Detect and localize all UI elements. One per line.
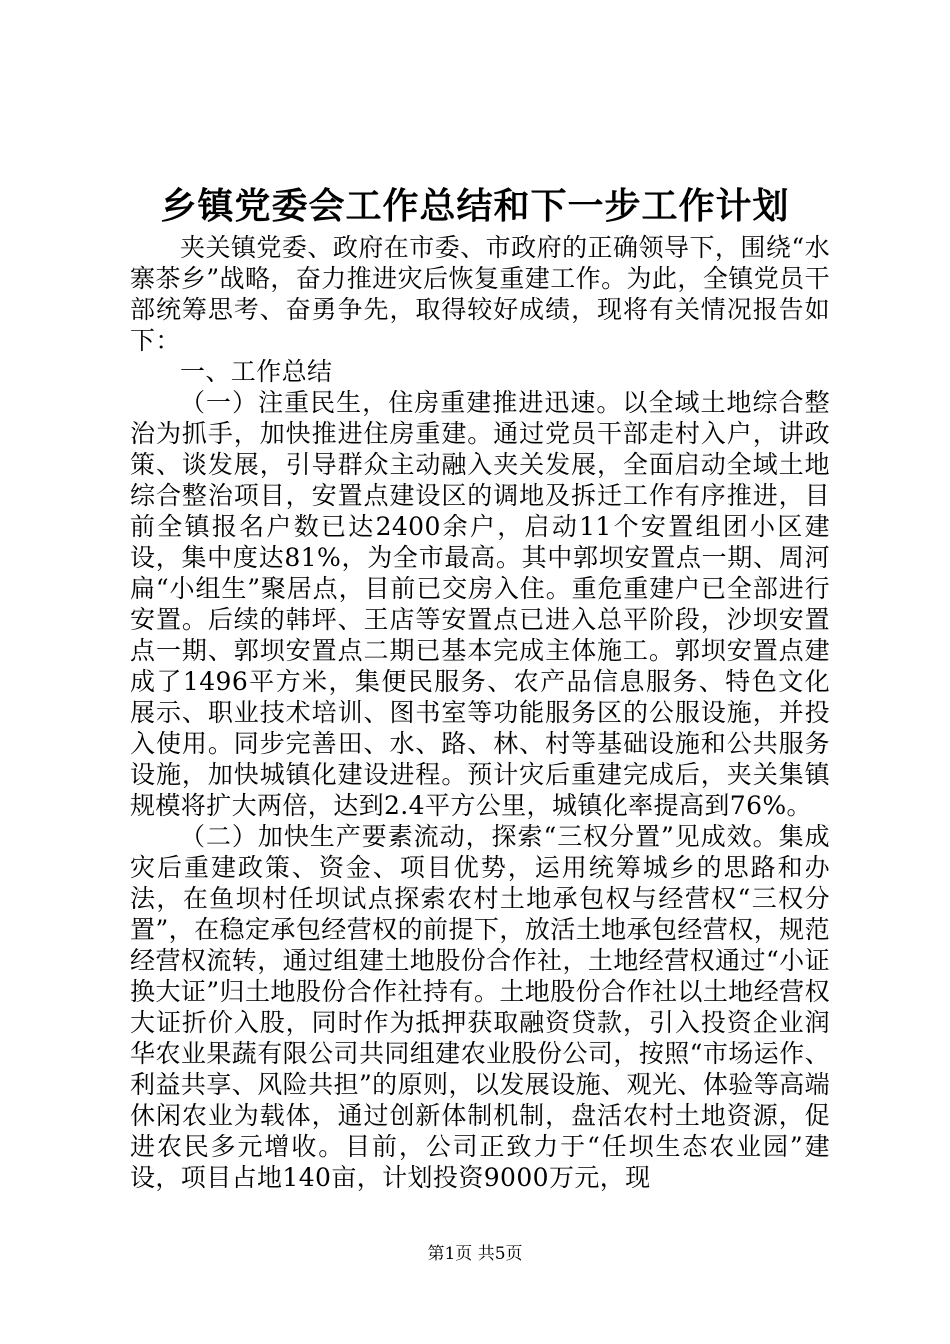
section-heading: 一、工作总结 [180,357,333,386]
document-title: 乡镇党委会工作总结和下一步工作计划 [160,185,790,227]
body-paragraph: （一）注重民生，住房重建推进迅速。以全域土地综合整治为抓手，加快推进住房重建。通过党员干部走村入户，讲政策、谈发展，引导群众主动融入夹关发展，全面启动全域土地综合整治项目，安置点建设区的调地及拆迁工作有序推进，目前全镇报名户数已达2400余户，启动11个安置组团小区建设，集中度达81%，为全市最高。其中郭坝安置点一期、周河扁“小组生”聚居点，目前已交房入住。重危重建户已全部进行安置。后续的韩坪、王店等安置点已进入总平阶段，沙坝安置点一期、郭坝安置点二期已基本完成主体施工。郭坝安置点建成了1496平方米，集便民服务、农产品信息服务、特色文化展示、职业技术培训、图书室等功能服务区的公服设施，并投入使用。同步完善田、水、路、林、村等基础设施和公共服务设施，加快城镇化建设进程。预计灾后重建完成后，夹关集镇规模将扩大两倍，达到2.4平方公里，城镇化率提高到76%。 [130,388,830,820]
page-number-footer: 第1页 共5页 [427,1244,523,1264]
document-body [130,232,830,1193]
intro-paragraph: 夹关镇党委、政府在市委、市政府的正确领导下，围绕“水寨茶乡”战略，奋力推进灾后恢复重建工作。为此，全镇党员干部统筹思考、奋勇争先，取得较好成绩，现将有关情况报告如下： [130,233,830,355]
body-paragraph: （二）加快生产要素流动，探索“三权分置”见成效。集成灾后重建政策、资金、项目优势，运用统筹城乡的思路和办法，在鱼坝村任坝试点探索农村土地承包权与经营权“三权分置”，在稳定承包经营权的前提下，放活土地承包经营权，规范经营权流转，通过组建土地股份合作社，土地经营权通过“小证换大证”归土地股份合作社持有。土地股份合作社以土地经营权大证折价入股，同时作为抵押获取融资贷款，引入投资企业润华农业果蔬有限公司共同组建农业股份公司，按照“市场运作、利益共享、风险共担”的原则，以发展设施、观光、体验等高端休闲农业为载体，通过创新体制机制，盘活农村土地资源，促进农民多元增收。目前，公司正致力于“任坝生态农业园”建设，项目占地140亩，计划投资9000万元，现 [130,822,830,1192]
